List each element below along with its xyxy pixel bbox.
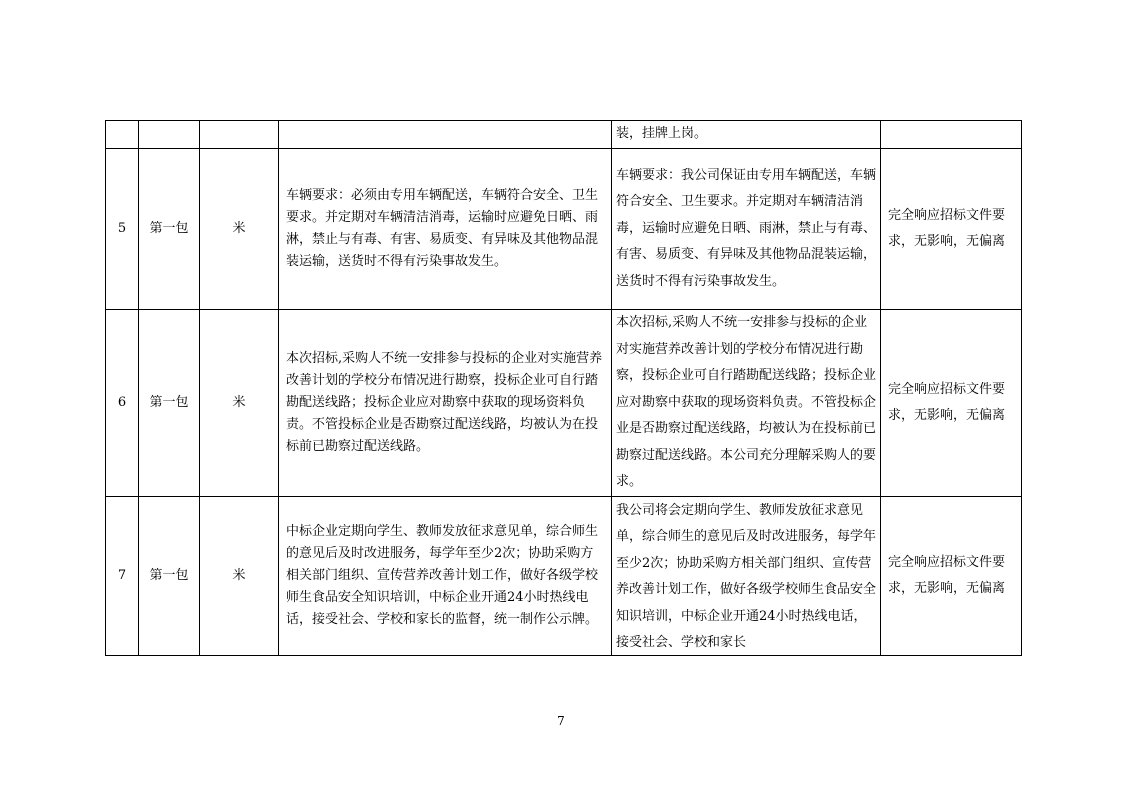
page-number: 7 bbox=[557, 714, 565, 728]
unit-cell: 米 bbox=[200, 310, 279, 497]
deviation-cell bbox=[881, 121, 1022, 149]
requirement-text: 车辆要求：必须由专用车辆配送，车辆符合安全、卫生要求。并定期对车辆清洁消毒，运输时应避免日晒、雨淋，禁止与有毒、有害、易质变、有异味及其他物品混装运输，送货时不得有污染事故发生。 bbox=[286, 188, 599, 269]
response-text: 我公司将会定期向学生、教师发放征求意见单，综合师生的意见后及时改进服务，每学年至少2次；协助采购方相关部门组织、宣传营养改善计划工作，做好各级学校师生食品安全知识培训，中标企业开通24小时热线电话，接受社会、学校和家长 bbox=[616, 502, 877, 650]
package-cell bbox=[139, 121, 200, 149]
package-cell: 第一包 bbox=[139, 149, 200, 310]
response-cell bbox=[612, 121, 881, 149]
compliance-table bbox=[105, 120, 1022, 656]
item-number-cell: 6 bbox=[106, 310, 139, 497]
item-number-cell: 7 bbox=[106, 497, 139, 656]
requirement-cell bbox=[279, 310, 612, 497]
table-row bbox=[106, 121, 1022, 149]
package-cell: 第一包 bbox=[139, 497, 200, 656]
requirement-text: 本次招标,采购人不统一安排参与投标的企业对实施营养改善计划的学校分布情况进行勘察，投标企业可自行踏勘配送线路；投标企业应对勘察中获取的现场资料负责。不管投标企业是否勘察过配送线路，均被认为在投标前已勘察过配送线路。 bbox=[286, 351, 603, 454]
deviation-cell bbox=[881, 310, 1022, 497]
table-row bbox=[106, 497, 1022, 656]
item-number-cell: 5 bbox=[106, 149, 139, 310]
response-text: 本次招标,采购人不统一安排参与投标的企业对实施营养改善计划的学校分布情况进行勘察，投标企业可自行踏勘配送线路；投标企业应对勘察中获取的现场资料负责。不管投标企业是否勘察过配送线路，均被认为在投标前已勘察过配送线路。本公司充分理解采购人的要求。 bbox=[616, 315, 877, 490]
unit-cell: 米 bbox=[200, 149, 279, 310]
deviation-text: 完全响应招标文件要求，无影响，无偏离 bbox=[888, 382, 1006, 423]
response-cell bbox=[612, 149, 881, 310]
package-cell: 第一包 bbox=[139, 310, 200, 497]
requirement-text: 中标企业定期向学生、教师发放征求意见单，综合师生的意见后及时改进服务，每学年至少2次；协助采购方相关部门组织、宣传营养改善计划工作，做好各级学校师生食品安全知识培训，中标企业开通24小时热线电话，接受社会、学校和家长的监督，统一制作公示牌。 bbox=[286, 524, 599, 627]
deviation-text: 完全响应招标文件要求，无影响，无偏离 bbox=[888, 208, 1006, 249]
table-row bbox=[106, 149, 1022, 310]
item-number-cell bbox=[106, 121, 139, 149]
unit-cell: 米 bbox=[200, 497, 279, 656]
deviation-cell bbox=[881, 149, 1022, 310]
requirement-cell bbox=[279, 497, 612, 656]
requirement-cell bbox=[279, 121, 612, 149]
response-text: 车辆要求：我公司保证由专用车辆配送，车辆符合安全、卫生要求。并定期对车辆清洁消毒，运输时应避免日晒、雨淋，禁止与有毒、有害、易质变、有异味及其他物品混装运输，送货时不得有污染事故发生。 bbox=[616, 167, 877, 289]
response-text: 装，挂牌上岗。 bbox=[616, 126, 708, 142]
deviation-cell bbox=[881, 497, 1022, 656]
requirement-cell bbox=[279, 149, 612, 310]
response-cell bbox=[612, 497, 881, 656]
response-cell bbox=[612, 310, 881, 497]
deviation-text: 完全响应招标文件要求，无影响，无偏离 bbox=[888, 555, 1006, 596]
unit-cell bbox=[200, 121, 279, 149]
table-row bbox=[106, 310, 1022, 497]
